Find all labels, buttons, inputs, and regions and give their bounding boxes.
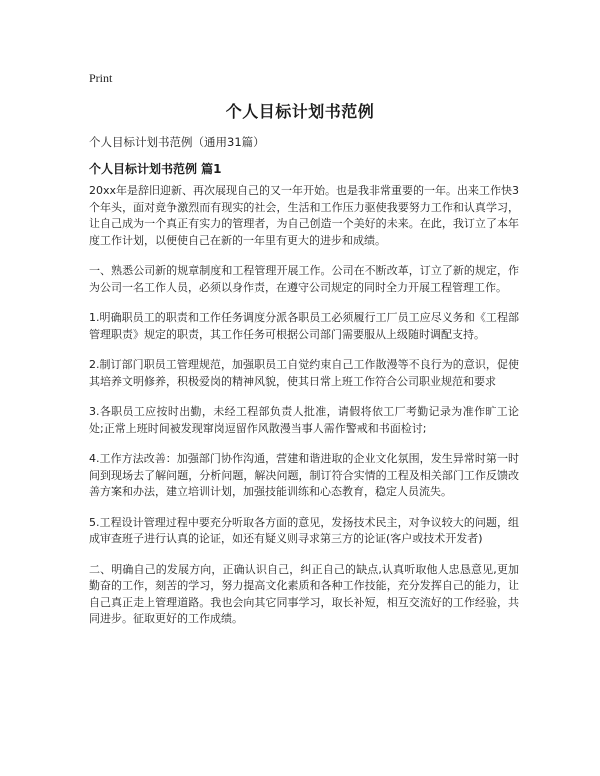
paragraph-item-1: 1.明确职员工的职责和工作任务调度分派各职员工必须履行工厂员工应尽义务和《工程部管理职责》规定的职责，其工作任务可根据公司部门需要服从上级随时调配支持。 [89, 311, 519, 341]
page-title: 个人目标计划书范例 [225, 102, 375, 121]
paragraph-item-3: 3.各职员工应按时出勤，未经工程部负责人批准，请假将依工厂考勤记录为准作旷工论处;正常上班时间被发现窜岗逗留作风散漫当事人需作警戒和书面检讨; [89, 405, 519, 435]
paragraph-section-1: 一、熟悉公司新的规章制度和工程管理开展工作。公司在不断改革，订立了新的规定，作为公司一名工作人员，必须以身作责，在遵守公司规定的同时全力开展工程管理工作。 [89, 264, 519, 294]
section-title: 个人目标计划书范例 篇1 [89, 162, 222, 176]
paragraph-item-4: 4.工作方法改善：加强部门协作沟通，营建和谐进取的企业文化氛围，发生异常时第一时间到现场去了解问题，分析问题，解决问题，制订符合实情的工程及相关部门工作反馈改善方案和办法，建立培训计划，加强技能训练和心态教育，稳定人员流失。 [89, 452, 519, 498]
paragraph-item-5: 5.工程设计管理过程中要充分听取各方面的意见，发扬技术民主，对争议较大的问题，组成审查班子进行认真的论证，如还有疑义则寻求第三方的论证(客户或技术开发者) [89, 515, 519, 545]
paragraph-item-2: 2.制订部门职员工管理规范，加强职员工自觉约束自己工作散漫等不良行为的意识，促使其培养文明修养，积极爱岗的精神风貌，使其日常上班工作符合公司职业规范和要求 [89, 358, 519, 388]
print-label[interactable]: Print [89, 71, 113, 85]
paragraph-intro: 20xx年是辞旧迎新、再次展现自己的又一年开始。也是我非常重要的一年。出来工作快3个年头，面对竟争激烈而有现实的社会，生活和工作压力驱使我要努力工作和认真学习，让自己成为一个真正有实力的管理者，为自己创造一个美好的未来。在此，我订立了本年度工作计划，以便使自己在新的一年里有更大的进步和成绩。 [89, 184, 520, 247]
document-body [89, 183, 519, 642]
document-subtitle: 个人目标计划书范例（通用31篇） [89, 135, 265, 149]
paragraph-section-2: 二、明确自己的发展方向，正确认识自己，纠正自己的缺点,认真听取他人忠恳意见,更加勤奋的工作，刻苦的学习，努力提高文化素质和各种工作技能，充分发挥自己的能力，让自己真正走上管理道路。我也会向其它同事学习，取长补短，相互交流好的工作经验，共同进步。征取更好的工作成绩。 [89, 562, 519, 625]
